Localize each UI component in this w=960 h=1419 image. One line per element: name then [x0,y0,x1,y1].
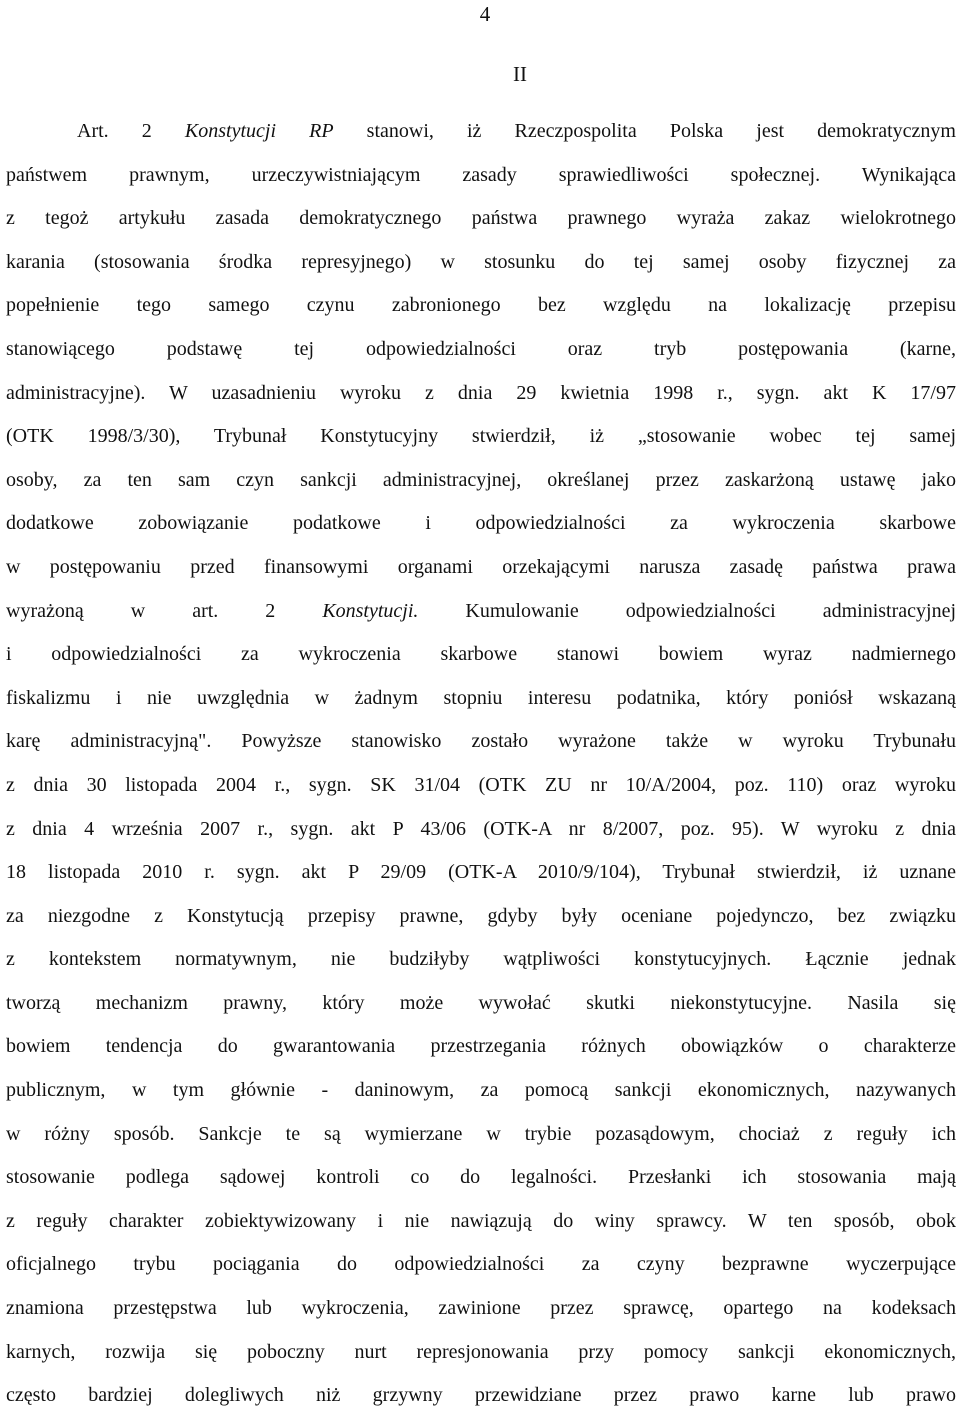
text-line [6,197,956,241]
text-line [6,459,956,503]
text-segment: administracyjne). W uzasadnieniu wyroku z dnia 29 kwietnia 1998 r., sygn. akt K 17/97 [6,381,956,404]
text-line [6,851,956,895]
text-line [6,1243,956,1287]
text-line [6,1113,956,1157]
section-heading: II [513,62,527,86]
text-segment: karnych, rozwija się poboczny nurt represjonowania przy pomocy sankcji ekonomicznych, [6,1340,956,1363]
text-segment: znamiona przestępstwa lub wykroczenia, zawinione przez sprawcę, opartego na kodeksach [6,1297,956,1320]
text-segment: karę administracyjną". Powyższe stanowisko zostało wyrażone także w wyroku Trybunału [6,730,956,753]
text-line [6,154,956,198]
text-segment: w postępowaniu przed finansowymi organami orzekającymi narusza zasadę państwa prawa [6,555,956,578]
text-segment: państwem prawnym, urzeczywistniającym zasady sprawiedliwości społecznej. Wynikająca [6,163,956,186]
text-line [6,284,956,328]
text-line [6,1200,956,1244]
text-segment: (OTK 1998/3/30), Trybunał Konstytucyjny stwierdził, iż „stosowanie wobec tej samej [6,425,956,448]
text-segment: wyrażoną w art. 2 [6,599,323,622]
text-segment: i odpowiedzialności za wykroczenia skarbowe stanowi bowiem wyraz nadmiernego [6,643,956,666]
text-line [6,1069,956,1113]
text-line [6,1025,956,1069]
text-line [6,808,956,852]
italic-text: Konstytucji RP [184,120,334,142]
text-line [6,633,956,677]
text-line [6,720,956,764]
text-line [6,677,956,721]
text-segment: publicznym, w tym głównie - daninowym, za pomocą sankcji ekonomicznych, nazywanych [6,1079,956,1102]
text-segment: karania (stosowania środka represyjnego) w stosunku do tej samej osoby fizycznej za [6,250,956,273]
text-segment: fiskalizmu i nie uwzględnia w żadnym stopniu interesu podatnika, który poniósł wskazaną [6,686,956,709]
text-segment: z kontekstem normatywnym, nie budziłyby wątpliwości konstytucyjnych. Łącznie jednak [6,948,956,971]
text-segment: 18 listopada 2010 r. sygn. akt P 29/09 (OTK-A 2010/9/104), Trybunał stwierdził, iż uznane [6,861,956,884]
text-segment: dodatkowe zobowiązanie podatkowe i odpowiedzialności za wykroczenia skarbowe [6,512,956,535]
text-segment: często bardziej dolegliwych niż grzywny przewidziane przez prawo karne lub prawo [6,1384,956,1407]
text-line [6,372,956,416]
text-segment: popełnienie tego samego czynu zabronionego bez względu na lokalizację przepisu [6,294,956,317]
text-segment: osoby, za ten sam czyn sankcji administracyjnej, określanej przez zaskarżoną ustawę jako [6,468,956,491]
text-line [6,328,956,372]
text-segment: z dnia 4 września 2007 r., sygn. akt P 43/06 (OTK-A nr 8/2007, poz. 95). W wyroku z dnia [6,817,956,840]
text-segment: w różny sposób. Sankcje te są wymierzane w trybie pozasądowym, chociaż z reguły ich [6,1122,956,1145]
page-number: 4 [479,2,491,26]
text-segment: z reguły charakter zobiektywizowany i nie nawiązują do winy sprawcy. W ten sposób, obok [6,1209,956,1232]
text-line [6,415,956,459]
text-line [6,895,956,939]
text-line [6,1156,956,1200]
text-line [6,1287,956,1331]
text-segment: z dnia 30 listopada 2004 r., sygn. SK 31/04 (OTK ZU nr 10/A/2004, poz. 110) oraz wyroku [6,773,956,796]
text-segment: oficjalnego trybu pociągania do odpowiedzialności za czyny bezprawne wyczerpujące [6,1253,956,1276]
text-segment: stanowi, iż Rzeczpospolita Polska jest demokratycznym [333,120,956,142]
text-line [6,590,956,634]
text-line [6,982,956,1026]
text-segment: stanowiącego podstawę tej odpowiedzialności oraz tryb postępowania (karne, [6,337,956,360]
text-segment: za niezgodne z Konstytucją przepisy prawne, gdyby były oceniane pojedynczo, bez związku [6,904,956,927]
text-line [6,110,956,154]
text-segment: z tegoż artykułu zasada demokratycznego państwa prawnego wyraża zakaz wielokrotnego [6,207,956,230]
body-paragraph [6,110,956,1418]
italic-text: Konstytucji. [322,599,419,622]
text-segment: Art. 2 [77,120,185,142]
text-line [6,1374,956,1418]
text-line [6,938,956,982]
text-line [6,546,956,590]
text-line [6,241,956,285]
text-line [6,764,956,808]
text-segment: Kumulowanie odpowiedzialności administracyjnej [418,599,956,622]
text-line [6,1331,956,1375]
text-segment: tworzą mechanizm prawny, który może wywołać skutki niekonstytucyjne. Nasila się [6,991,956,1014]
text-segment: stosowanie podlega sądowej kontroli co do legalności. Przesłanki ich stosowania mają [6,1166,956,1189]
text-segment: bowiem tendencja do gwarantowania przestrzegania różnych obowiązków o charakterze [6,1035,956,1058]
text-line [6,502,956,546]
